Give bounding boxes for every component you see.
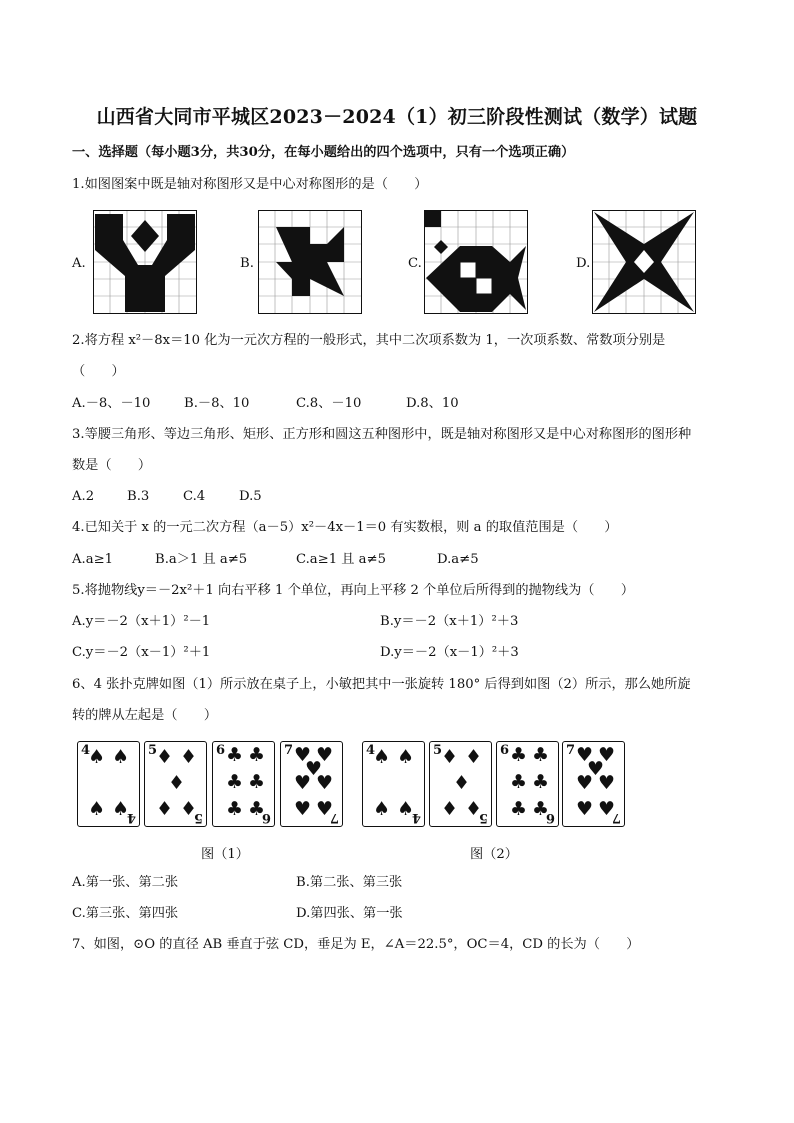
- diamond-pip-icon: ♦: [453, 772, 471, 794]
- question-1-stem: 1.如图图案中既是轴对称图形又是中心对称图形的是（ ）: [72, 177, 428, 192]
- fig2-card-7: [562, 741, 625, 827]
- diamond-pip-icon: ♦: [180, 746, 198, 768]
- q2-option-c: C.8、－10: [296, 396, 362, 411]
- card-rank: 5: [433, 743, 443, 758]
- heart-pip-icon: ♥: [294, 744, 312, 766]
- heart-pip-icon: ♥: [576, 798, 594, 820]
- fig1-card-7: [280, 741, 343, 827]
- q1-option-b-label: B.: [240, 256, 254, 271]
- q6-option-b: B.第二张、第三张: [296, 875, 403, 890]
- card-rank: 6: [500, 743, 510, 758]
- q2-option-a: A.－8、－10: [72, 396, 151, 411]
- heart-pip-icon: ♥: [294, 798, 312, 820]
- question-6-stem: 6、4 张扑克牌如图（1）所示放在桌子上，小敏把其中一张旋转 180° 后得到如图（2）所示，那么她所旋: [72, 677, 691, 692]
- diamond-pip-icon: ♦: [465, 746, 483, 768]
- heart-pip-icon: ♥: [576, 772, 594, 794]
- card-rank: 4: [411, 810, 421, 825]
- question-4-stem: 4.已知关于 x 的一元二次方程（a－5）x²－4x－1＝0 有实数根，则 a 的取值范围是（ ）: [72, 520, 618, 535]
- figure-2-caption: 图（2）: [470, 847, 518, 862]
- q3-option-c: C.4: [183, 489, 206, 504]
- section-heading: 一、选择题（每小题3分，共30分，在每小题给出的四个选项中，只有一个选项正确）: [72, 145, 575, 160]
- heart-pip-icon: ♥: [316, 772, 334, 794]
- q1-option-d-label: D.: [576, 256, 591, 271]
- fig2-card-4: [362, 741, 425, 827]
- club-pip-icon: ♣: [532, 798, 550, 820]
- card-rank: 6: [216, 743, 226, 758]
- heart-pip-icon: ♥: [305, 758, 323, 780]
- heart-pip-icon: ♥: [316, 744, 334, 766]
- spade-pip-icon: ♠: [88, 746, 106, 768]
- spade-pip-icon: ♠: [397, 746, 415, 768]
- question-2-stem-cont: （ ）: [72, 364, 125, 379]
- q6-option-d: D.第四张、第一张: [296, 906, 403, 921]
- diamond-pip-icon: ♦: [180, 798, 198, 820]
- q1-figure-a: [93, 210, 197, 314]
- q3-option-a: A.2: [72, 489, 95, 504]
- q5-option-a: A.y＝－2（x＋1）²－1: [72, 614, 211, 629]
- card-rank: 7: [566, 743, 576, 758]
- club-pip-icon: ♣: [248, 798, 266, 820]
- q3-option-b: B.3: [127, 489, 150, 504]
- heart-pip-icon: ♥: [598, 798, 616, 820]
- q6-option-c: C.第三张、第四张: [72, 906, 179, 921]
- diamond-pip-icon: ♦: [168, 772, 186, 794]
- question-3-stem: 3.等腰三角形、等边三角形、矩形、正方形和圆这五种图形中，既是轴对称图形又是中心对称图形的图形种: [72, 427, 692, 442]
- club-pip-icon: ♣: [532, 771, 550, 793]
- heart-pip-icon: ♥: [316, 798, 334, 820]
- club-pip-icon: ♣: [248, 771, 266, 793]
- figure-1-caption: 图（1）: [201, 847, 249, 862]
- club-pip-icon: ♣: [226, 771, 244, 793]
- q4-option-c: C.a≥1 且 a≠5: [296, 552, 386, 567]
- q6-option-a: A.第一张、第二张: [72, 875, 179, 890]
- fig1-card-4: [77, 741, 140, 827]
- club-pip-icon: ♣: [532, 744, 550, 766]
- q1-figure-c: [424, 210, 528, 314]
- card-rank: 4: [81, 743, 91, 758]
- q5-option-d: D.y＝－2（x－1）²＋3: [380, 645, 519, 660]
- fig2-card-5: [429, 741, 492, 827]
- spade-pip-icon: ♠: [112, 746, 130, 768]
- card-rank: 4: [126, 810, 136, 825]
- heart-pip-icon: ♥: [294, 772, 312, 794]
- question-6-stem-cont: 转的牌从左起是（ ）: [72, 708, 218, 723]
- q3-option-d: D.5: [239, 489, 262, 504]
- club-pip-icon: ♣: [226, 744, 244, 766]
- club-pip-icon: ♣: [510, 771, 528, 793]
- q1-figure-d: [592, 210, 696, 314]
- club-pip-icon: ♣: [226, 798, 244, 820]
- card-rank: 7: [329, 810, 339, 825]
- card-rank: 5: [478, 810, 488, 825]
- fig1-card-5: [144, 741, 207, 827]
- q2-option-b: B.－8、10: [184, 396, 250, 411]
- fig2-card-6: [496, 741, 559, 827]
- club-pip-icon: ♣: [510, 744, 528, 766]
- question-3-stem-cont: 数是（ ）: [72, 458, 152, 473]
- heart-pip-icon: ♥: [598, 772, 616, 794]
- q1-option-a-label: A.: [72, 256, 86, 271]
- spade-pip-icon: ♠: [373, 798, 391, 820]
- card-rank: 5: [193, 810, 203, 825]
- club-pip-icon: ♣: [510, 798, 528, 820]
- q4-option-d: D.a≠5: [437, 552, 479, 567]
- card-rank: 5: [148, 743, 158, 758]
- heart-pip-icon: ♥: [576, 744, 594, 766]
- diamond-pip-icon: ♦: [441, 746, 459, 768]
- spade-pip-icon: ♠: [88, 798, 106, 820]
- diamond-pip-icon: ♦: [465, 798, 483, 820]
- q4-option-b: B.a＞1 且 a≠5: [155, 552, 248, 567]
- heart-pip-icon: ♥: [587, 758, 605, 780]
- q4-option-a: A.a≥1: [72, 552, 114, 567]
- spade-pip-icon: ♠: [397, 798, 415, 820]
- diamond-pip-icon: ♦: [441, 798, 459, 820]
- diamond-pip-icon: ♦: [156, 798, 174, 820]
- q5-option-b: B.y＝－2（x＋1）²＋3: [380, 614, 519, 629]
- q2-option-d: D.8、10: [406, 396, 459, 411]
- fig1-card-6: [212, 741, 275, 827]
- q1-option-c-label: C.: [408, 256, 422, 271]
- question-2-stem: 2.将方程 x²－8x＝10 化为一元次方程的一般形式，其中二次项系数为 1，一次项系数、常数项分别是: [72, 333, 666, 348]
- question-7-stem: 7、如图，⊙O 的直径 AB 垂直于弦 CD，垂足为 E，∠A＝22.5°，OC＝4，CD 的长为（ ）: [72, 937, 640, 952]
- spade-pip-icon: ♠: [373, 746, 391, 768]
- q1-figure-b: [258, 210, 362, 314]
- page-title: 山西省大同市平城区2023－2024（1）初三阶段性测试（数学）试题: [96, 106, 698, 128]
- card-rank: 4: [366, 743, 376, 758]
- heart-pip-icon: ♥: [598, 744, 616, 766]
- spade-pip-icon: ♠: [112, 798, 130, 820]
- question-5-stem: 5.将抛物线y＝－2x²＋1 向右平移 1 个单位，再向上平移 2 个单位后所得到的抛物线为（ ）: [72, 583, 635, 598]
- card-rank: 7: [284, 743, 294, 758]
- card-rank: 6: [545, 810, 555, 825]
- q5-option-c: C.y＝－2（x－1）²＋1: [72, 645, 211, 660]
- card-rank: 6: [261, 810, 271, 825]
- card-rank: 7: [611, 810, 621, 825]
- diamond-pip-icon: ♦: [156, 746, 174, 768]
- club-pip-icon: ♣: [248, 744, 266, 766]
